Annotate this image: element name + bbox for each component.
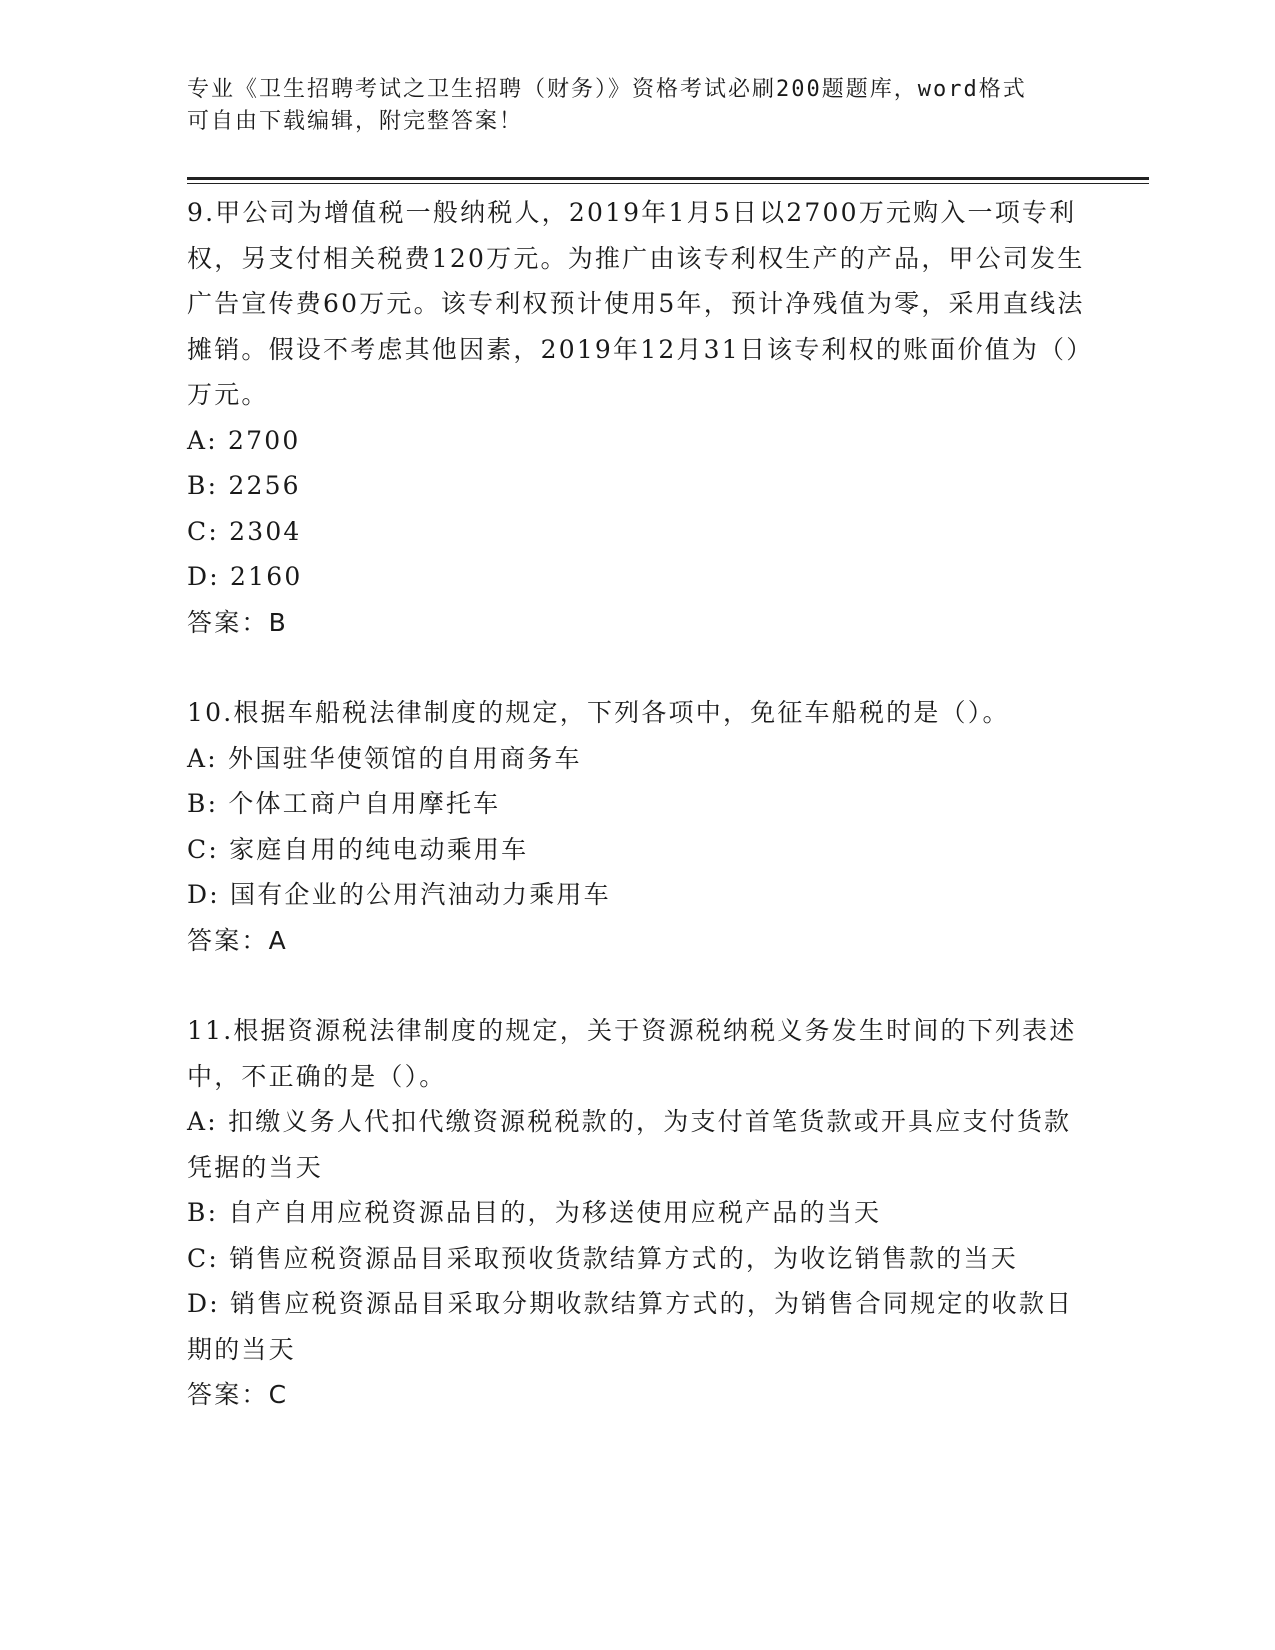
option-c — [187, 509, 1087, 555]
question-body: 根据车船税法律制度的规定，下列各项中，免征车船税的是（）。 — [233, 698, 1010, 727]
document-header — [187, 74, 1067, 138]
question-text — [187, 1008, 1087, 1099]
answer-line: 答案：C — [187, 1380, 289, 1409]
option-label: C: — [187, 834, 219, 864]
option-label: D: — [187, 880, 220, 909]
header-rule-thick — [187, 177, 1149, 180]
option-label: A: — [187, 743, 218, 773]
question-10 — [187, 690, 1087, 963]
question-body: 根据资源税法律制度的规定，关于资源税纳税义务发生时间的下列表述中，不正确的是（）。 — [187, 1016, 1077, 1091]
option-label: D: — [187, 562, 220, 591]
option-text: 外国驻华使领馆的自用商务车 — [228, 743, 582, 773]
option-a — [187, 418, 1087, 464]
option-text: 2256 — [228, 471, 301, 500]
option-label: C: — [187, 1243, 219, 1273]
question-list — [187, 190, 1087, 1418]
option-label: B: — [187, 471, 219, 500]
option-label: B: — [187, 1198, 219, 1227]
spacer — [187, 963, 1087, 1008]
header-line-1: 专业《卫生招聘考试之卫生招聘（财务）》资格考试必刷200题题库，word格式 — [187, 77, 1027, 102]
option-text: 2700 — [228, 425, 301, 455]
option-text: 自产自用应税资源品目的，为移送使用应税产品的当天 — [228, 1198, 882, 1227]
header-line-2: 可自由下载编辑，附完整答案！ — [187, 109, 524, 134]
option-c — [187, 827, 1087, 873]
option-text: 扣缴义务人代扣代缴资源税税款的，为支付首笔货款或开具应支付货款凭据的当天 — [187, 1107, 1072, 1182]
question-text — [187, 690, 1087, 736]
option-text: 2304 — [229, 516, 302, 546]
option-a — [187, 736, 1087, 782]
option-label: B: — [187, 789, 219, 818]
question-number: 10. — [187, 698, 234, 727]
spacer — [187, 645, 1087, 690]
option-b — [187, 463, 1087, 509]
question-9 — [187, 190, 1087, 645]
option-c — [187, 1236, 1087, 1282]
option-b — [187, 781, 1087, 827]
option-d — [187, 554, 1087, 600]
option-label: A: — [187, 425, 218, 455]
option-b — [187, 1190, 1087, 1236]
option-d — [187, 1281, 1087, 1372]
option-text: 销售应税资源品目采取分期收款结算方式的，为销售合同规定的收款日期的当天 — [187, 1289, 1074, 1364]
option-a — [187, 1099, 1087, 1190]
option-label: C: — [187, 516, 219, 546]
question-text — [187, 190, 1087, 418]
header-rule-thin — [187, 183, 1149, 184]
answer-line: 答案：B — [187, 607, 288, 637]
question-body: 甲公司为增值税一般纳税人，2019年1月5日以2700万元购入一项专利权，另支付相关税费120万元。为推广由该专利权生产的产品，甲公司发生广告宣传费60万元。该专利权预计使用5年，预计净残值为零，采用直线法摊销。假设不考虑其他因素，2019年12月31日该专利权的账面价值为（）万元。 — [187, 198, 1085, 409]
answer-line: 答案：A — [187, 925, 288, 955]
option-label: D: — [187, 1289, 220, 1318]
option-text: 家庭自用的纯电动乘用车 — [229, 834, 529, 864]
question-11 — [187, 1008, 1087, 1418]
option-text: 个体工商户自用摩托车 — [228, 789, 501, 818]
option-label: A: — [187, 1107, 218, 1136]
option-text: 2160 — [230, 562, 303, 591]
option-text: 国有企业的公用汽油动力乘用车 — [230, 880, 611, 909]
question-number: 9. — [187, 198, 216, 227]
question-number: 11. — [187, 1016, 234, 1045]
option-d — [187, 872, 1087, 918]
option-text: 销售应税资源品目采取预收货款结算方式的，为收讫销售款的当天 — [229, 1243, 1018, 1273]
